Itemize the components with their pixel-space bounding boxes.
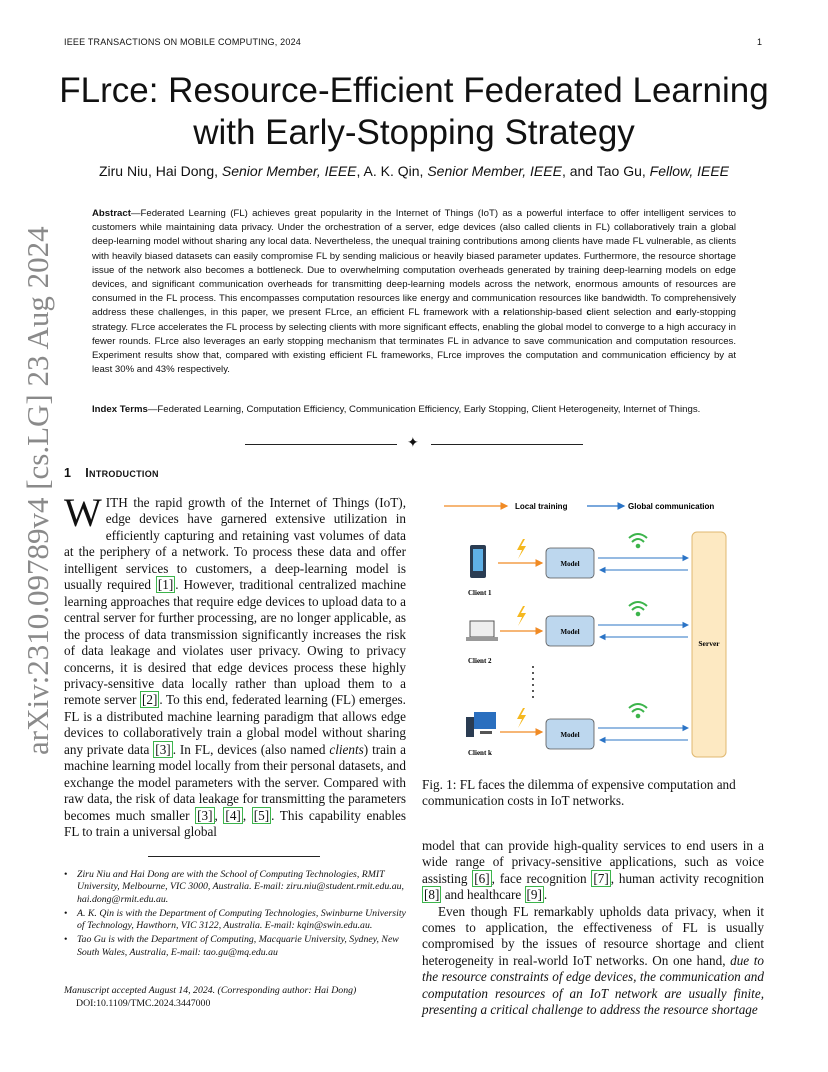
paragraph bbox=[422, 904, 764, 1019]
citation-link[interactable]: [8] bbox=[424, 887, 440, 903]
body-text: , bbox=[214, 807, 224, 823]
legend-global-label: Global communication bbox=[628, 502, 715, 511]
wifi-icon bbox=[629, 704, 647, 717]
abstract-text: elationship-based bbox=[506, 307, 587, 319]
figure-caption: Fig. 1: FL faces the dilemma of expensive computation and communication costs in IoT networks. bbox=[422, 777, 736, 809]
figure-diagram bbox=[422, 495, 764, 765]
title-line-1: FLrce: Resource-Efficient Federated Learning bbox=[59, 71, 769, 110]
paragraph bbox=[422, 838, 764, 904]
index-terms-label: Index Terms bbox=[92, 404, 148, 415]
abstract-label: Abstract bbox=[92, 208, 131, 219]
wifi-icon bbox=[629, 602, 647, 615]
client-2-label: Client 2 bbox=[468, 657, 492, 665]
separator-star: ✦ bbox=[407, 436, 419, 451]
footnote-rule bbox=[148, 856, 320, 857]
abstract-text: arly-stopping strategy. FLrce accelerates the FL process by selecting clients with more significant effects, enabling the global model to converge to a high accuracy in fewer rounds. FLrce also leverages an early stopping mechanism that terminates FL in advance to save communication and computation resources. Experiment results show that, compared with existing efficient FL frameworks, FLrce improves the computation and communication efficiency by at least 30% and 43% respectively. bbox=[92, 307, 736, 376]
model-label: Model bbox=[560, 560, 580, 568]
citation-link[interactable]: [6] bbox=[474, 870, 490, 886]
arxiv-id: arXiv:2310.09789v4 [cs.LG] 23 Aug 2024 bbox=[20, 226, 55, 755]
title-line-2: with Early-Stopping Strategy bbox=[193, 113, 635, 152]
ellipsis-dots bbox=[532, 666, 534, 698]
model-label: Model bbox=[560, 628, 580, 636]
legend-local-label: Local training bbox=[515, 502, 568, 511]
page-number: 1 bbox=[757, 37, 763, 47]
separator-line-right bbox=[431, 444, 583, 445]
author-names-3: , and Tao Gu, bbox=[561, 163, 650, 179]
laptop-icon bbox=[470, 621, 494, 637]
lightning-icon bbox=[517, 606, 526, 626]
author-role-2: Senior Member, IEEE bbox=[427, 163, 562, 179]
paper-title bbox=[40, 70, 788, 154]
server-label: Server bbox=[698, 639, 720, 648]
phone-screen bbox=[473, 549, 483, 571]
body-text: Even though FL remarkably upholds data privacy, when it comes to application, the effectiveness of FL is usually compromised by the issues of resource shortage and client heterogeneity in real-world IoT networks. On one hand, bbox=[422, 903, 764, 968]
abstract-text: lient selection and bbox=[591, 307, 676, 319]
client-1-label: Client 1 bbox=[468, 589, 492, 597]
emphasis-text: due to the resource constraints of edge devices, the communication and computation resources of an IoT network are usually finite, presenting a critical challenge to address the resource shortage bbox=[422, 952, 764, 1018]
body-text: ITH the rapid growth of the Internet of Things (IoT), edge devices have garnered extensive utilization in efficiently capturing and retaining vast volumes of data at the periphery of a network. To process these data and offer intelligent services to customers, a deep-learning model is usually required bbox=[64, 495, 406, 593]
desktop-stand bbox=[480, 731, 492, 734]
arxiv-stamp bbox=[20, 226, 55, 755]
right-column-text bbox=[422, 838, 764, 1018]
separator-line-left bbox=[245, 444, 397, 445]
body-text: . To this end, federated learning (FL) emerges. FL is a distributed machine learning paradigm that allows edge devices to collaboratively train a global model without sharing any private data bbox=[64, 692, 406, 757]
body-text: . bbox=[543, 887, 548, 903]
running-header: IEEE TRANSACTIONS ON MOBILE COMPUTING, 2024 bbox=[64, 37, 301, 47]
author-names-2: , A. K. Qin, bbox=[356, 163, 428, 179]
section-title: Introduction bbox=[85, 466, 159, 480]
index-terms-text: —Federated Learning, Computation Efficiency, Communication Efficiency, Early Stopping, Client Heterogeneity, Internet of Things. bbox=[147, 404, 701, 415]
intro-paragraph bbox=[64, 490, 407, 841]
index-terms bbox=[92, 403, 736, 417]
body-text: ) train a machine learning model locally from their personal datasets, and exchange the model parameters with the server. Compared with raw data, the risk of data leakage for transmitting the parameters becomes much smaller bbox=[64, 741, 406, 823]
footnote-item: • A. K. Qin is with the Department of Computing Technologies, Swinburne University of Technology, Hawthorn, VIC 3122, Australia. E-mail: kqin@swin.edu.au. bbox=[64, 908, 406, 933]
manuscript-accepted: Manuscript accepted August 14, 2024. (Corresponding author: Hai Dong) bbox=[64, 985, 357, 996]
body-text: , face recognition bbox=[491, 870, 592, 886]
citation-link[interactable]: [2] bbox=[141, 692, 158, 708]
citation-link[interactable]: [3] bbox=[155, 741, 171, 757]
body-text: , human activity recognition bbox=[610, 870, 764, 886]
doi: DOI:10.1109/TMC.2024.3447000 bbox=[76, 997, 211, 1009]
citation-link[interactable]: [9] bbox=[526, 887, 542, 903]
client-2-row bbox=[466, 602, 688, 665]
manuscript-note bbox=[64, 985, 406, 1010]
citation-link[interactable]: [1] bbox=[157, 577, 174, 593]
citation-link[interactable]: [7] bbox=[593, 870, 609, 886]
abstract-bold-e: e bbox=[675, 307, 682, 319]
citation-link[interactable]: [3] bbox=[197, 807, 213, 823]
wifi-icon bbox=[629, 534, 647, 547]
client-k-label: Client k bbox=[468, 749, 492, 757]
abstract-text: —Federated Learning (FL) achieves great popularity in the Internet of Things (IoT) as a powerful interface to offer intelligent services to customers while maintaining data privacy. Under the orchestration of a server, edge devices (also called clients in FL) collaboratively train a global deep-learning model without sharing any local data. Nevertheless, the unequal training contributions among clients have made FL vulnerable, as clients with heavily biased datasets can easily compromise FL by sending malicious or heavily biased parameter updates. Furthermore, the resource shortage issue of the network also becomes a bottleneck. Due to overwhelming computation overheads generated by training deep-learning models on edge devices, and significant communication overheads for transmitting deep-learning models across the network, enormous amounts of resources are consumed in the FL process. This encompasses computation resources like energy and communication resources like bandwidth. To comprehensively address these challenges, in this paper, we present FLrce, an efficient FL framework with a bbox=[92, 208, 736, 319]
model-label: Model bbox=[560, 731, 580, 739]
client-1-row bbox=[468, 534, 688, 597]
citation-link[interactable]: [4] bbox=[225, 807, 241, 823]
lightning-icon bbox=[517, 539, 526, 559]
abstract-bold-r: r bbox=[503, 307, 507, 319]
abstract-bold-c: c bbox=[586, 307, 592, 319]
author-names-1: Ziru Niu, Hai Dong, bbox=[98, 163, 222, 179]
body-text: . This capability enables FL to train a universal global bbox=[64, 807, 407, 840]
drop-cap: W bbox=[64, 490, 102, 535]
lightning-icon bbox=[517, 708, 526, 728]
abstract bbox=[92, 207, 736, 377]
footnote-item: • Ziru Niu and Hai Dong are with the School of Computing Technologies, RMIT University, Melbourne, VIC 3000, Australia. E-mail: ziru.niu@student.rmit.edu.au, hai.dong@rmit.edu.au. bbox=[64, 869, 406, 906]
body-text: model that can provide high-quality services to end users in a wide range of privacy-sensitive applications, such as voice assisting bbox=[422, 838, 764, 886]
author-role-3: Fellow, IEEE bbox=[649, 163, 730, 179]
desktop-tower bbox=[466, 717, 474, 737]
desktop-icon bbox=[474, 712, 496, 729]
body-text: . However, traditional centralized machine learning approaches that require edge devices to upload data to a central server for further processing, are no longer applicable, as the process of data transmission significantly increases the risk of data leakage and violates user privacy. Owing to privacy concerns, it is desired that edge devices process these highly privacy-sensitive data locally rather than upload them to a remote server bbox=[64, 577, 406, 708]
citation-link[interactable]: [5] bbox=[253, 807, 270, 823]
section-number: 1 bbox=[64, 466, 72, 480]
author-role-1: Senior Member, IEEE bbox=[221, 163, 357, 179]
author-list bbox=[40, 163, 788, 179]
section-heading bbox=[64, 466, 159, 480]
body-text: , bbox=[242, 807, 252, 823]
body-text: and healthcare bbox=[441, 887, 525, 903]
body-text: . In FL, devices (also named bbox=[172, 741, 330, 757]
footnote-item: • Tao Gu is with the Department of Computing, Macquarie University, Sydney, New South Wales, Australia, E-mail: tao.gu@mq.edu.au bbox=[64, 934, 406, 959]
footnote-list bbox=[64, 869, 406, 959]
client-k-row bbox=[466, 704, 688, 757]
emphasis-text: clients bbox=[329, 741, 364, 757]
laptop-base bbox=[466, 637, 498, 641]
